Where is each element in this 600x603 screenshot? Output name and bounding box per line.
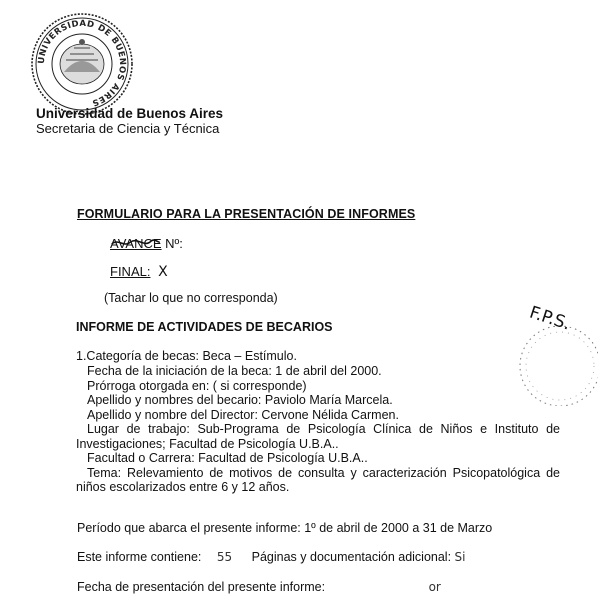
seal-text: UNIVERSIDAD DE BUENOS AIRES	[36, 18, 128, 108]
fecha-presentacion-label: Fecha de presentación del presente informe:	[77, 580, 326, 594]
categoria-field: 1.Categoría de becas: Beca – Estímulo.	[76, 349, 297, 363]
contiene-line	[77, 550, 466, 564]
final-label: FINAL:	[110, 264, 151, 279]
becario-field: Apellido y nombres del becario: Paviolo María Marcela.	[87, 393, 393, 407]
department-name: Secretaria de Ciencia y Técnica	[36, 121, 220, 136]
stamp-text: F.P.S.	[526, 302, 573, 335]
final-line	[110, 264, 168, 280]
documentacion-label: Páginas y documentación adicional:	[251, 550, 452, 564]
fecha-presentacion-value: or	[428, 580, 441, 594]
avance-line	[110, 236, 183, 251]
lugar-field-line2: Investigaciones; Facultad de Psicología U.B.A..	[76, 437, 339, 451]
documentacion-value: Si	[454, 550, 466, 564]
tema-field-line1: Tema: Relevamiento de motivos de consulta y caracterización Psicopatológica de	[87, 466, 560, 480]
form-title: FORMULARIO PARA LA PRESENTACIÓN DE INFORMES	[77, 207, 416, 221]
fecha-presentacion-line	[77, 580, 441, 594]
lugar-field-line1: Lugar de trabajo: Sub-Programa de Psicología Clínica de Niños e Instituto de	[87, 422, 560, 436]
director-field: Apellido y nombre del Director: Cervone Nélida Carmen.	[87, 408, 399, 422]
final-mark: X	[158, 264, 168, 280]
university-seal	[30, 12, 134, 116]
contiene-label: Este informe contiene:	[77, 550, 202, 564]
facultad-field: Facultad o Carrera: Facultad de Psicología U.B.A..	[87, 451, 368, 465]
university-name: Universidad de Buenos Aires	[36, 106, 224, 121]
strike-mark-icon	[110, 234, 162, 254]
periodo-line: Período que abarca el presente informe: 1º de abril de 2000 a 31 de Marzo	[77, 521, 493, 535]
avance-label: AVANCE	[110, 236, 162, 251]
tachar-note: (Tachar lo que no corresponda)	[104, 291, 278, 305]
prorroga-field: Prórroga otorgada en: ( si corresponde)	[87, 379, 307, 393]
report-title: INFORME DE ACTIVIDADES DE BECARIOS	[76, 320, 333, 334]
institution-stamp	[478, 296, 598, 406]
tema-field-line2: niños escolarizados entre 6 y 12 años.	[76, 480, 290, 494]
page-count: 55	[216, 550, 233, 564]
fecha-inicio-field: Fecha de la iniciación de la beca: 1 de abril del 2000.	[87, 364, 382, 378]
avance-number-label: Nº:	[161, 236, 183, 251]
